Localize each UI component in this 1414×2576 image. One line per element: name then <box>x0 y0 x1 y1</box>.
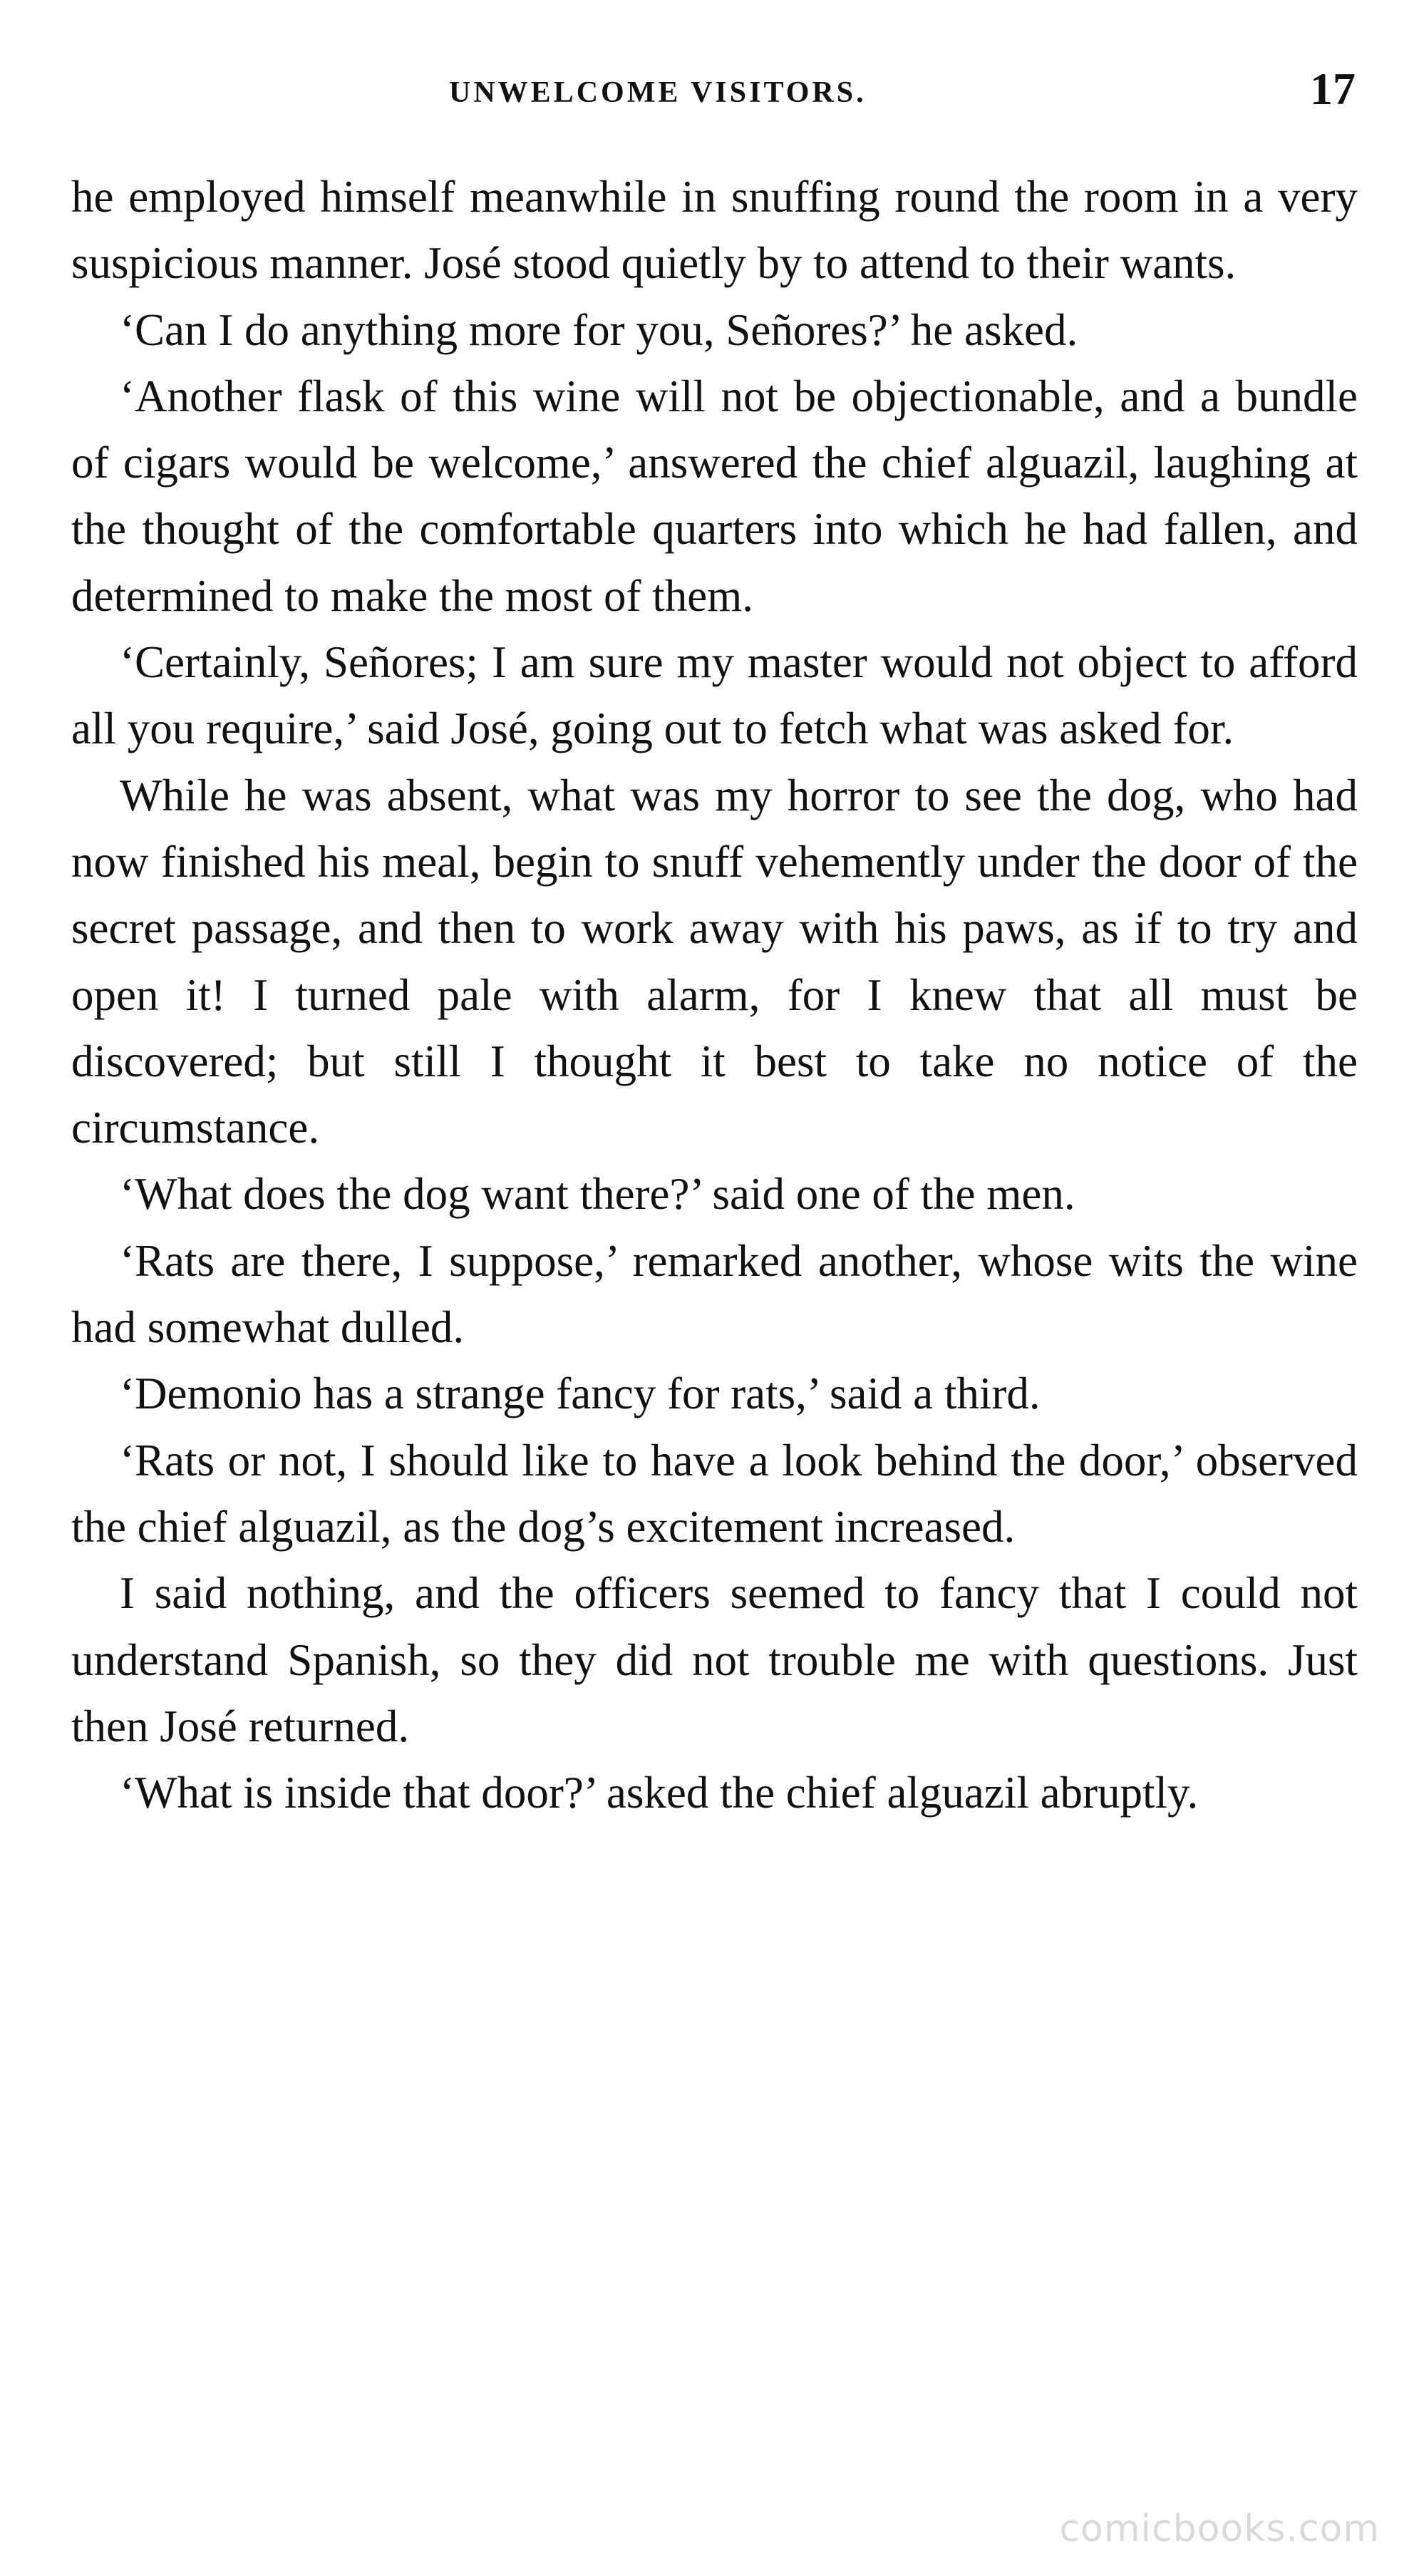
page-number: 17 <box>1310 63 1356 114</box>
paragraph: ‘Can I do anything more for you, Señores?’ he asked. <box>120 304 1078 355</box>
paragraph: ‘Rats or not, I should like to have a look behind the door,’ observed the chief alguazil, as the dog’s excitement increased. <box>71 1435 1358 1552</box>
watermark-text: comicbooks.com <box>1059 2508 1380 2550</box>
running-head <box>0 63 1414 127</box>
running-title: UNWELCOME VISITORS. <box>449 76 867 109</box>
paragraph: ‘Rats are there, I suppose,’ remarked another, whose wits the wine had somewhat dulled. <box>71 1235 1358 1353</box>
body-text <box>71 164 1358 1826</box>
paragraph: he employed himself meanwhile in snuffing round the room in a very suspicious manner. José stood quietly by to attend to their wants. <box>71 172 1358 289</box>
paragraph: I said nothing, and the officers seemed to fancy that I could not understand Spanish, so they did not trouble me with questions. Just then José returned. <box>71 1568 1358 1751</box>
paragraph: ‘Certainly, Señores; I am sure my master would not object to afford all you require,’ said José, going out to fetch what was asked for. <box>71 637 1358 754</box>
paragraph: While he was absent, what was my horror to see the dog, who had now finished his meal, begin to snuff vehemently under the door of the secret passage, and then to work away with his paws, as if to try and open it! I turned pale with alarm, for I knew that all must be discovered; but still I thought it best to take no notice of the circumstance. <box>71 770 1358 1153</box>
paragraph: ‘Another flask of this wine will not be objectionable, and a bundle of cigars would be welcome,’ answered the chief alguazil, laughing at the thought of the comfortable quarters into which he had fallen, and determined to make the most of them. <box>71 371 1358 621</box>
paragraph: ‘Demonio has a strange fancy for rats,’ said a third. <box>120 1369 1041 1419</box>
paragraph: ‘What is inside that door?’ asked the chief alguazil abruptly. <box>120 1768 1199 1818</box>
paragraph: ‘What does the dog want there?’ said one of the men. <box>120 1169 1075 1220</box>
